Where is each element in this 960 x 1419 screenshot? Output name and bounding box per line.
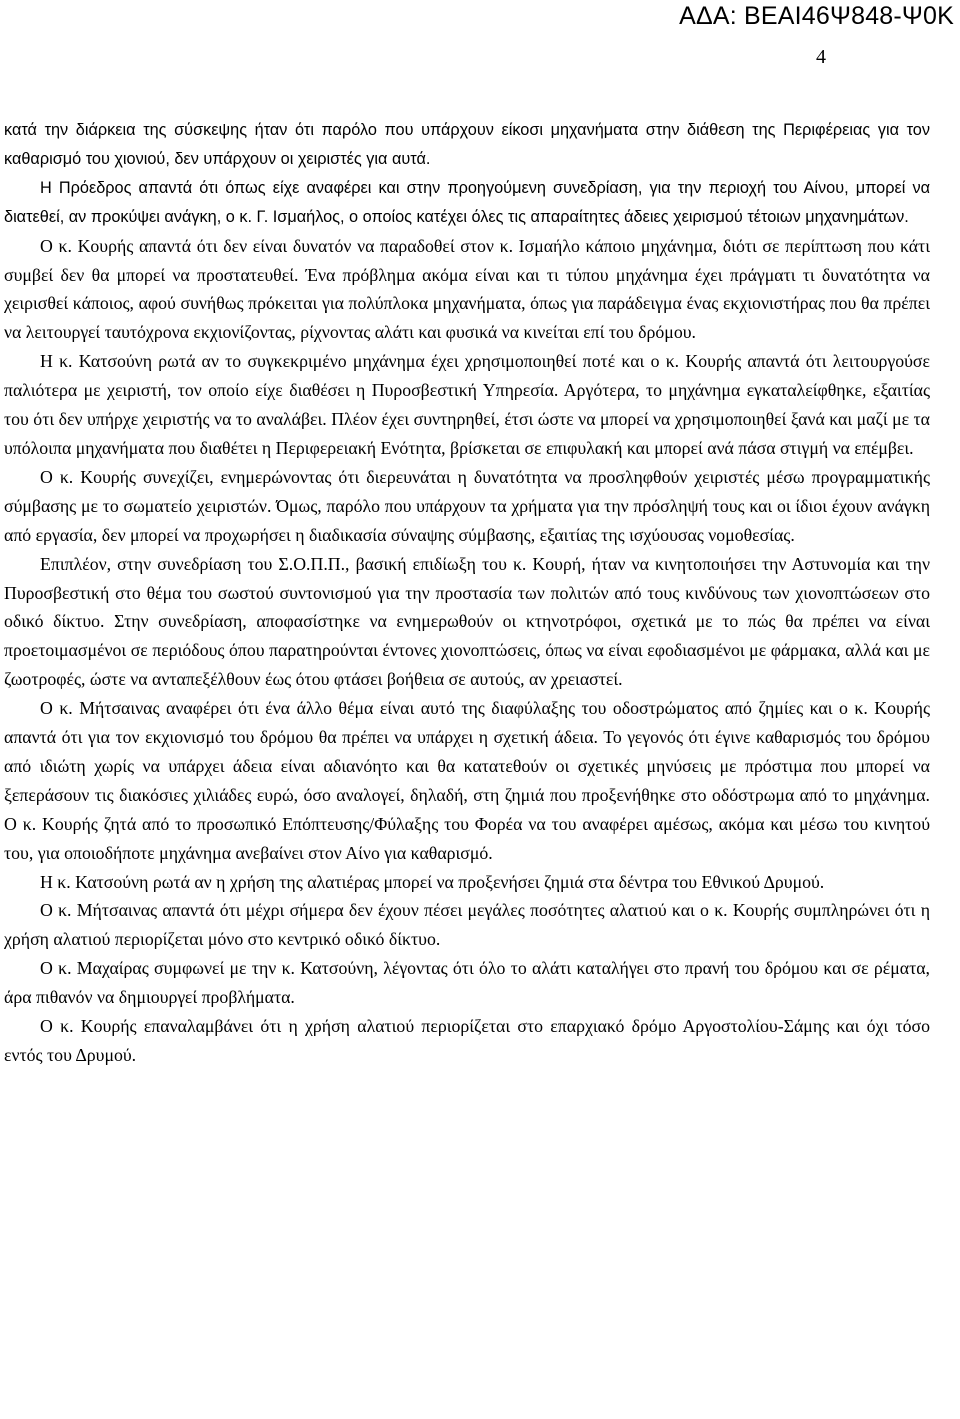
paragraph-2: Η Πρόεδρος απαντά ότι όπως είχε αναφέρει και στην προηγούμενη συνεδρίαση, για την περιοχή του Αίνου, μπορεί να διατεθεί, αν προκύψει ανάγκη, ο κ. Γ. Ισμαήλος, ο οποίος κατέχει όλες τις απαραίτητες άδειες χειρισμού τέτοιων μηχανημάτων. xyxy=(4,178,930,226)
paragraph-3: Ο κ. Κουρής απαντά ότι δεν είναι δυνατόν να παραδοθεί στον κ. Ισμαήλο κάποιο μηχάνημα, διότι σε περίπτωση που κάτι συμβεί δεν θα μπορεί να προστατευθεί. Ένα πρόβλημα ακόμα είναι και τι τύπου μηχάνημα έχει πράγματι τι δυνατότητα να χειρισθεί κάποιος, αφού συνήθως πρόκειται για πολύπλοκα μηχανήματα, όπως για παράδειγμα ένας εκχιονιστήρας που θα πρέπει να λειτουργεί ταυτόχρονα εκχιονίζοντας, ρίχνοντας αλάτι και φυσικά να κινείται επί του δρόμου. xyxy=(4,235,930,343)
document-body xyxy=(4,116,930,1070)
paragraph-10: Ο κ. Μαχαίρας συμφωνεί με την κ. Κατσούνη, λέγοντας ότι όλο το αλάτι καταλήγει στο πρανή του δρόμου και σε ρέματα, άρα πιθανόν να δημιουργεί προβλήματα. xyxy=(4,958,930,1008)
ada-document-code: ΑΔΑ: ΒΕΑΙ46Ψ848-Ψ0Κ xyxy=(679,2,954,30)
paragraph-5: Ο κ. Κουρής συνεχίζει, ενημερώνοντας ότι διερευνάται η δυνατότητα να προσληφθούν χειριστές μέσω προγραμματικής σύμβασης με το σωματείο χειριστών. Όμως, παρόλο που υπάρχουν τα χρήματα για την πρόσληψή τους και οι ίδιοι έχουν ανάγκη από εργασία, δεν μπορεί να προχωρήσει η διαδικασία σύναψης σύμβασης, εξαιτίας της ισχύουσας νομοθεσίας. xyxy=(4,466,930,545)
paragraph-8: Η κ. Κατσούνη ρωτά αν η χρήση της αλατιέρας μπορεί να προξενήσει ζημιά στα δέντρα του Εθνικού Δρυμού. xyxy=(40,871,825,892)
paragraph-9: Ο κ. Μήτσαινας απαντά ότι μέχρι σήμερα δεν έχουν πέσει μεγάλες ποσότητες αλατιού και ο κ. Κουρής συμπληρώνει ότι η χρήση αλατιού περιορίζεται μόνο στο κεντρικό οδικό δίκτυο. xyxy=(4,900,930,950)
paragraph-1: κατά την διάρκεια της σύσκεψης ήταν ότι παρόλο που υπάρχουν είκοσι μηχανήματα στην διάθεση της Περιφέρειας για τον καθαρισμό του χιονιού, δεν υπάρχουν οι χειριστές για αυτά. xyxy=(4,121,930,168)
paragraph-6: Επιπλέον, στην συνεδρίαση του Σ.Ο.Π.Π., βασική επιδίωξη του κ. Κουρή, ήταν να κινητοποιήσει την Αστυνομία και την Πυροσβεστική στο θέμα του σωστού συντονισμού για την προστασία των πολιτών από τους κινδύνους των χιονοπτώσεων στο οδικό δίκτυο. Στην συνεδρίαση, αποφασίστηκε να ενημερωθούν οι κτηνοτρόφοι, σχετικά με το πώς θα πρέπει να είναι προετοιμασμένοι σε περιόδους όπου παρατηρούνται έντονες χιονοπτώσεις, όπως να είναι εφοδιασμένοι με φάρμακα, αλλά και με ζωοτροφές, ώστε να ανταπεξέλθουν έως ότου φτάσει βοήθεια σε αυτούς, αν χρειαστεί. xyxy=(4,553,930,690)
paragraph-4: Η κ. Κατσούνη ρωτά αν το συγκεκριμένο μηχάνημα έχει χρησιμοποιηθεί ποτέ και ο κ. Κουρής απαντά ότι λειτουργούσε παλιότερα με χειριστή, τον οποίο είχε διαθέσει η Πυροσβεστική Υπηρεσία. Αργότερα, το μηχάνημα εγκαταλείφθηκε, εξαιτίας του ότι δεν υπήρχε χειριστής να το αναλάβει. Πλέον έχει συντηρηθεί, έτσι ώστε να μπορεί να χρησιμοποιηθεί ξανά και μαζί με τα υπόλοιπα μηχανήματα που διαθέτει η Περιφερειακή Ενότητα, βρίσκεται σε επιφυλακή και μπορεί ανά πάσα στιγμή να επέμβει. xyxy=(4,351,930,458)
paragraph-11: Ο κ. Κουρής επαναλαμβάνει ότι η χρήση αλατιού περιορίζεται στο επαρχιακό δρόμο Αργοστολίου-Σάμης και όχι τόσο εντός του Δρυμού. xyxy=(4,1016,930,1065)
page-number: 4 xyxy=(816,46,826,68)
paragraph-7: Ο κ. Μήτσαινας αναφέρει ότι ένα άλλο θέμα είναι αυτό της διαφύλαξης του οδοστρώματος από ζημίες και ο κ. Κουρής απαντά ότι για τον εκχιονισμό του δρόμου θα πρέπει να υπάρχει η σχετική άδεια. Το γεγονός ότι έγινε καθαρισμός του δρόμου από ιδιώτη χωρίς να υπάρχει άδεια είναι αδιανόητο και θα κατατεθούν οι σχετικές μηνύσεις με πρόστιμα που μπορεί να ξεπεράσουν τις διακόσιες χιλιάδες ευρώ, όσο αναλογεί, δηλαδή, στη ζημιά που προξενήθηκε στο οδόστρωμα από το μηχάνημα. Ο κ. Κουρής ζητά από το προσωπικό Επόπτευσης/Φύλαξης του Φορέα να του αναφέρει αμέσως, ακόμα και μέσω του κινητού του, για οποιοδήποτε μηχάνημα ανεβαίνει στον Αίνο για καθαρισμό. xyxy=(4,698,930,863)
